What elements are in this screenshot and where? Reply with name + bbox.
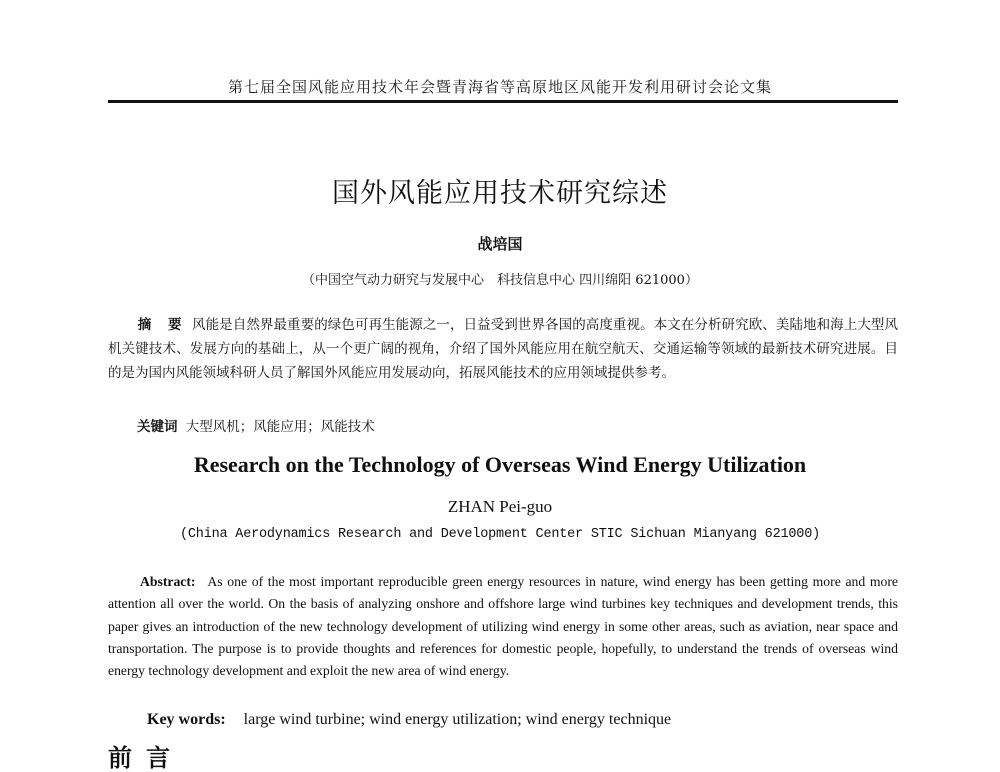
author-english: ZHAN Pei-guo (447, 497, 553, 516)
abstract-text-english: As one of the most important reproducible green energy resources in nature, wind energy has been getting more and more attention all over the world. On the basis of analyzing onshore and offshore large wind turbines key techniques and development trends, this paper gives an introduction of the new technology development of utilizing wind energy in some other areas, such as aviation, near space and transportation. The purpose is to provide thoughts and references for domestic people, hopefully, to understand the trends of overseas wind energy technology development and exploit the new area of wind energy. (108, 574, 898, 679)
abstract-text-chinese: 风能是自然界最重要的绿色可再生能源之一，日益受到世界各国的高度重视。本文在分析研究欧、美陆地和海上大型风机关键技术、发展方向的基础上，从一个更广阔的视角，介绍了国外风能应用在航空航天、交通运输等领域的最新技术研究进展。目的是为国内风能领域科研人员了解国外风能应用发展动向，拓展风能技术的应用领域提供参考。 (108, 317, 898, 381)
paper-title-chinese: 国外风能应用技术研究综述 (332, 178, 668, 209)
section-heading-introduction: 前言 (108, 743, 184, 772)
abstract-english (108, 571, 898, 682)
paper-title-english: Research on the Technology of Overseas Wind Energy Utilization (193, 452, 807, 477)
abstract-chinese (108, 313, 898, 385)
header-rule (108, 100, 898, 103)
keywords-chinese (137, 415, 375, 435)
abstract-label-chinese: 摘 要 (137, 317, 188, 333)
keywords-english (147, 711, 671, 729)
abstract-label-english: Abstract: (140, 574, 196, 589)
keywords-label-chinese: 关键词 (137, 419, 178, 435)
affiliation-english: (China Aerodynamics Research and Development Center STIC Sichuan Mianyang 621000) (179, 527, 820, 542)
keywords-text-chinese: 大型风机；风能应用；风能技术 (185, 419, 375, 435)
keywords-label-english: Key words: (147, 711, 226, 728)
keywords-text-english: large wind turbine; wind energy utilization; wind energy technique (243, 711, 672, 728)
running-header: 第七届全国风能应用技术年会暨青海省等高原地区风能开发利用研讨会论文集 (227, 78, 772, 96)
affiliation-chinese: （中国空气动力研究与发展中心 科技信息中心 四川绵阳 621000） (302, 273, 698, 288)
author-chinese: 战培国 (477, 235, 523, 253)
